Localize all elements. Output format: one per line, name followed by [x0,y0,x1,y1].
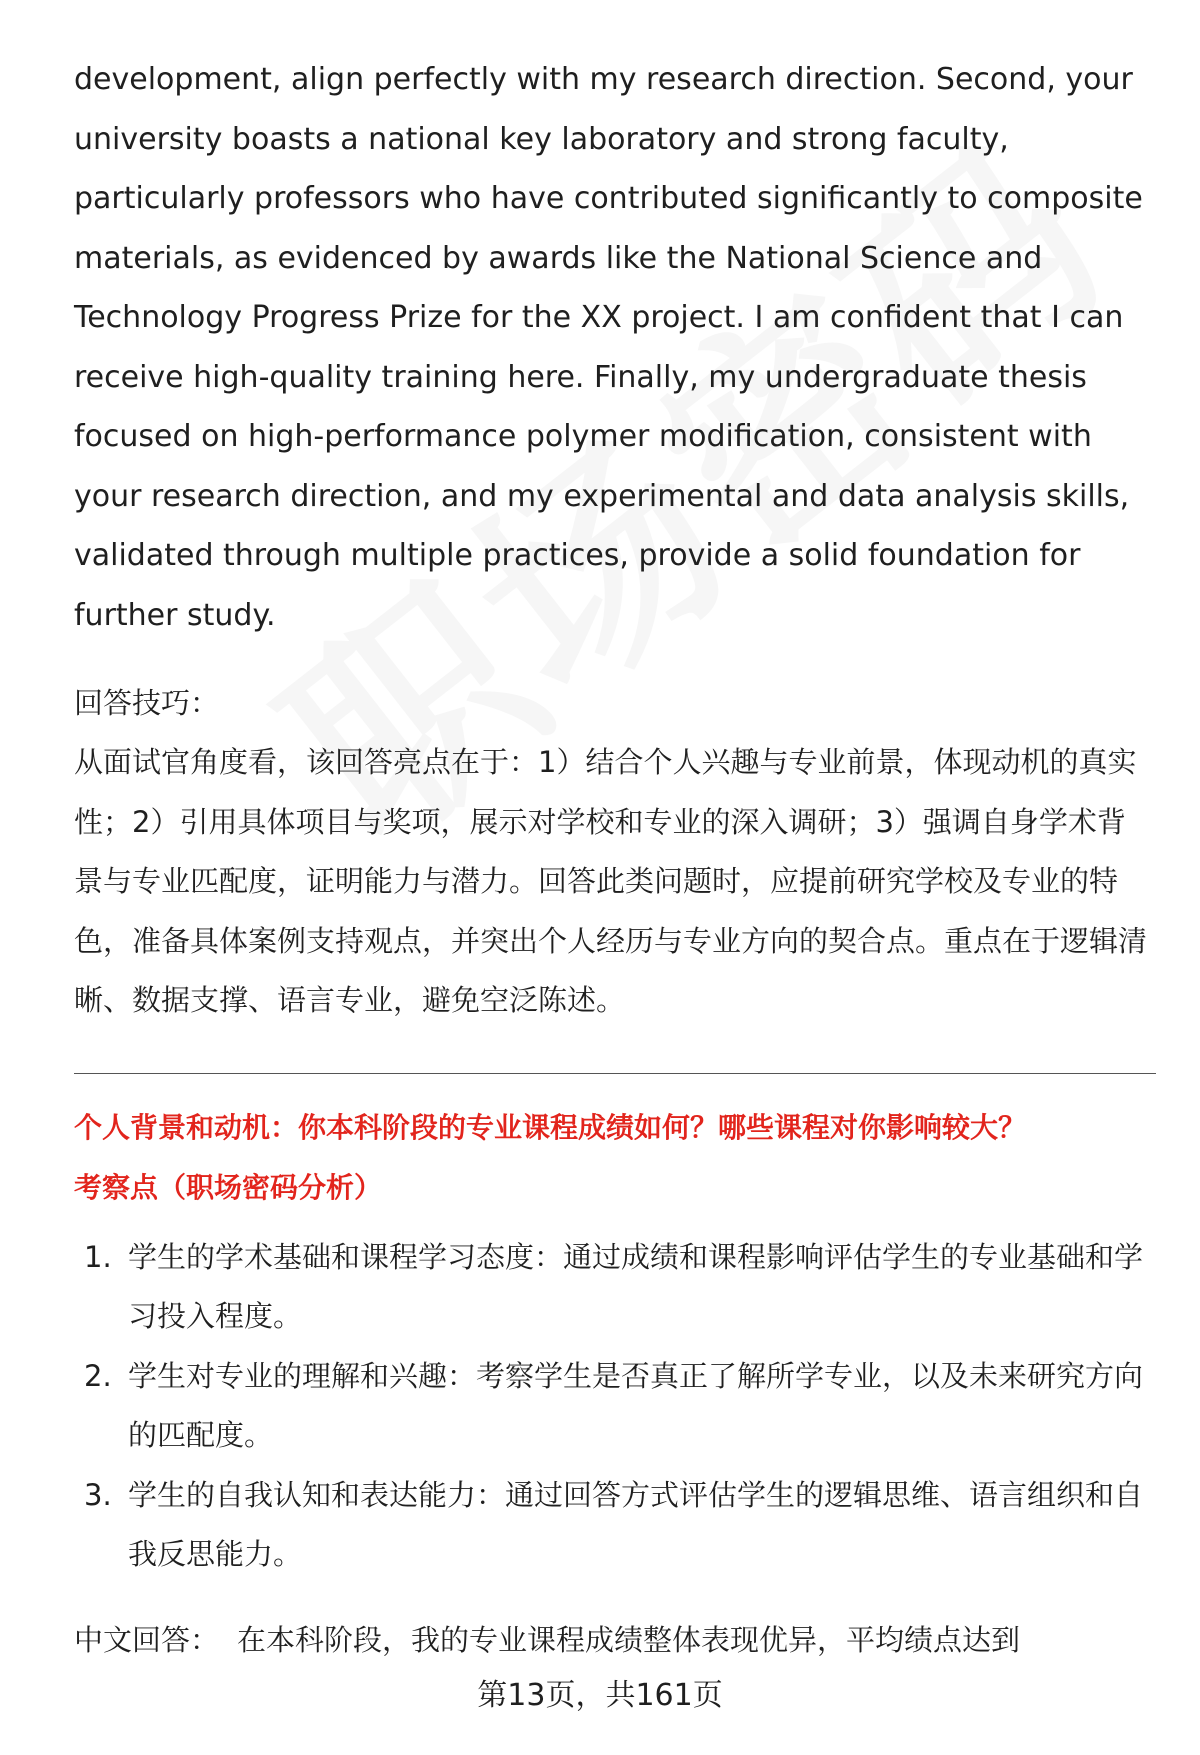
list-item [74,1466,1154,1585]
page-content [74,50,1154,1670]
chinese-answer-text: 在本科阶段，我的专业课程成绩整体表现优异，平均绩点达到 [237,1622,1021,1657]
chinese-answer [74,1611,1154,1670]
list-item-text: 学生对专业的理解和兴趣：考察学生是否真正了解所学专业，以及未来研究方向的匹配度。 [128,1358,1144,1453]
assessment-points-list [74,1228,1154,1585]
list-item-number: 1. [84,1239,112,1274]
list-item [74,1347,1154,1466]
section-divider [74,1073,1156,1074]
chinese-answer-label: 中文回答： [74,1622,220,1657]
question-heading: 个人背景和动机：你本科阶段的专业课程成绩如何？哪些课程对你影响较大？ [74,1110,1027,1144]
list-item-text: 学生的自我认知和表达能力：通过回答方式评估学生的逻辑思维、语言组织和自我反思能力。 [128,1477,1144,1572]
assessment-points-heading: 考察点（职场密码分析） [74,1170,383,1204]
list-item-number: 2. [84,1358,112,1393]
tips-paragraph: 从面试官角度看，该回答亮点在于：1）结合个人兴趣与专业前景，体现动机的真实性；2）引用具体项目与奖项，展示对学校和专业的深入调研；3）强调自身学术背景与专业匹配度，证明能力与潜力。回答此类问题时，应提前研究学校及专业的特色，准备具体案例支持观点，并突出个人经历与专业方向的契合点。重点在于逻辑清晰、数据支撑、语言专业，避免空泛陈述。 [74,745,1148,1018]
list-item-number: 3. [84,1477,112,1512]
page-number-footer: 第13页，共161页 [477,1678,723,1713]
list-item [74,1228,1154,1347]
list-item-text: 学生的学术基础和课程学习态度：通过成绩和课程影响评估学生的专业基础和学习投入程度。 [128,1239,1144,1334]
tips-heading: 回答技巧： [74,686,220,720]
english-answer-paragraph: development, align perfectly with my research direction. Second, your university boasts a national key laboratory and strong faculty, particularly professors who have contributed significantly to composite materials, as evidenced by awards like the National Science and Technology Progress Prize for the XX project. I am confident that I can receive high-quality training here. Finally, my undergraduate thesis focused on high-performance polymer modification, consistent with your research direction, and my experimental and data analysis skills, validated through multiple practices, provide a solid foundation for further study. [74,62,1143,633]
